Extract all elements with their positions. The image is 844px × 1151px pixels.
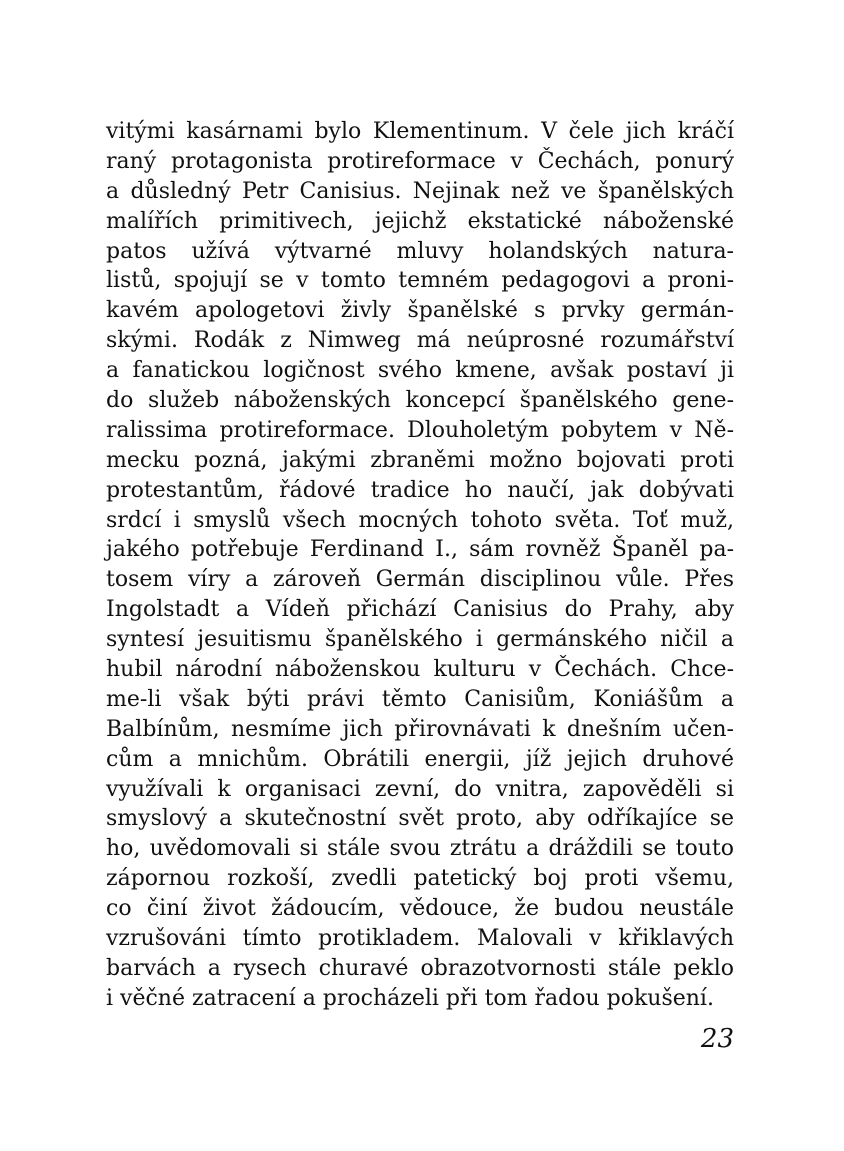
text-line: a fanatickou logičnost svého kmene, avšak postaví ji — [106, 358, 734, 384]
text-line: co činí život žádoucím, vědouce, že budou neustále — [106, 896, 734, 922]
text-line: Ingolstadt a Vídeň přichází Canisius do Prahy, aby — [106, 597, 734, 623]
text-line: ralissima protireformace. Dlouholetým pobytem v Ně- — [106, 417, 734, 443]
page-number: 23 — [700, 1024, 734, 1054]
text-line: cům a mnichům. Obrátili energii, jíž jejich druhové — [106, 746, 734, 772]
body-text — [106, 117, 734, 1014]
text-line: zápornou rozkoší, zvedli patetický boj proti všemu, — [106, 866, 734, 892]
text-line: srdcí i smyslů všech mocných tohoto světa. Toť muž, — [106, 507, 734, 533]
text-line: a důsledný Petr Canisius. Nejinak než ve španělských — [106, 178, 734, 204]
text-line: me-li však býti právi těmto Canisiům, Koniášům a — [106, 686, 734, 712]
text-line: do služeb náboženských koncepcí španělského gene- — [106, 388, 734, 414]
text-line: listů, spojují se v tomto temném pedagogovi a proni- — [106, 268, 734, 294]
text-line: kavém apologetovi živly španělské s prvky germán- — [106, 298, 734, 324]
text-line: patos užívá výtvarné mluvy holandských natura- — [106, 238, 734, 264]
text-line: vitými kasárnami bylo Klementinum. V čele jich kráčí — [106, 119, 734, 144]
text-line: barvách a rysech churavé obrazotvornosti stále peklo — [106, 955, 734, 981]
text-line: smyslový a skutečnostní svět proto, aby odříkajíce se — [106, 806, 734, 832]
text-line: jakého potřebuje Ferdinand I., sám rovněž Španěl pa- — [106, 537, 734, 563]
text-line: hubil národní náboženskou kulturu v Čechách. Chce- — [106, 657, 734, 683]
text-line: skými. Rodák z Nimweg má neúprosné rozumářství — [106, 328, 734, 354]
text-line: využívali k organisaci zevní, do vnitra, zapověděli si — [106, 776, 734, 802]
text-line: vzrušováni tímto protikladem. Malovali v křiklavých — [106, 926, 734, 952]
text-line: protestantům, řádové tradice ho naučí, jak dobývati — [106, 477, 734, 503]
text-line: syntesí jesuitismu španělského i germánského ničil a — [106, 627, 734, 653]
text-line: tosem víry a zároveň Germán disciplinou vůle. Přes — [106, 567, 734, 593]
text-line: malířích primitivech, jejichž ekstatické náboženské — [106, 208, 734, 234]
text-line: raný protagonista protireformace v Čechách, ponurý — [106, 148, 734, 174]
text-line: i věčné zatracení a procházeli při tom řadou pokušení. — [106, 985, 714, 1011]
text-line: ho, uvědomovali si stále svou ztrátu a dráždili se touto — [106, 836, 734, 862]
text-line: mecku pozná, jakými zbraněmi možno bojovati proti — [106, 447, 734, 473]
text-line: Balbínům, nesmíme jich přirovnávati k dnešním učen- — [106, 716, 734, 742]
